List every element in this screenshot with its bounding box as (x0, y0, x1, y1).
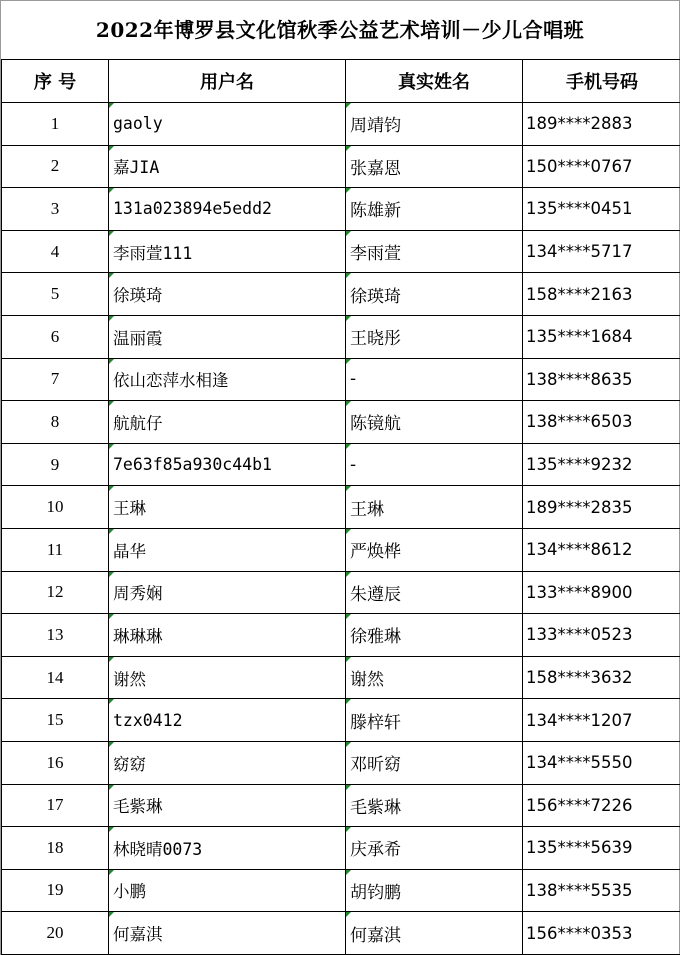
cell-phone: 135****5639 (523, 827, 680, 870)
cell-real-name: 张嘉恩 (346, 145, 523, 188)
cell-username: 嘉JIA (109, 145, 346, 188)
table-row (2, 230, 680, 273)
cell-real-name: - (346, 443, 523, 486)
cell-index: 6 (2, 315, 109, 358)
table-row (2, 145, 680, 188)
cell-index: 8 (2, 401, 109, 444)
cell-real-name: 庆承希 (346, 827, 523, 870)
cell-real-name: 胡钧鹏 (346, 869, 523, 912)
header-username: 用户名 (109, 60, 346, 103)
cell-index: 4 (2, 230, 109, 273)
cell-username: tzx0412 (109, 699, 346, 742)
cell-index: 11 (2, 528, 109, 571)
cell-username: 依山恋萍水相逢 (109, 358, 346, 401)
cell-real-name: 滕梓轩 (346, 699, 523, 742)
cell-index: 5 (2, 273, 109, 316)
table-row (2, 486, 680, 529)
cell-index: 19 (2, 869, 109, 912)
table-row (2, 443, 680, 486)
table-row (2, 315, 680, 358)
cell-phone: 133****0523 (523, 614, 680, 657)
table-row (2, 741, 680, 784)
cell-real-name: 何嘉淇 (346, 912, 523, 955)
cell-username: 晶华 (109, 528, 346, 571)
cell-username: 小鹏 (109, 869, 346, 912)
cell-phone: 156****0353 (523, 912, 680, 955)
cell-index: 14 (2, 656, 109, 699)
cell-phone: 134****5550 (523, 741, 680, 784)
table-row (2, 528, 680, 571)
cell-phone: 150****0767 (523, 145, 680, 188)
cell-username: 7e63f85a930c44b1 (109, 443, 346, 486)
cell-real-name: 邓昕窈 (346, 741, 523, 784)
table-row (2, 656, 680, 699)
cell-phone: 189****2835 (523, 486, 680, 529)
cell-phone: 158****2163 (523, 273, 680, 316)
cell-phone: 138****8635 (523, 358, 680, 401)
header-real-name: 真实姓名 (346, 60, 523, 103)
cell-index: 20 (2, 912, 109, 955)
table-header-row (2, 60, 680, 103)
table-row (2, 784, 680, 827)
cell-real-name: 王晓彤 (346, 315, 523, 358)
cell-real-name: 朱遵辰 (346, 571, 523, 614)
table-row (2, 912, 680, 955)
cell-index: 17 (2, 784, 109, 827)
cell-real-name: 陈雄新 (346, 188, 523, 231)
cell-username: 李雨萱111 (109, 230, 346, 273)
cell-index: 16 (2, 741, 109, 784)
cell-real-name: 王琳 (346, 486, 523, 529)
table-row (2, 188, 680, 231)
cell-phone: 156****7226 (523, 784, 680, 827)
table-row (2, 827, 680, 870)
cell-real-name: 陈镜航 (346, 401, 523, 444)
cell-index: 2 (2, 145, 109, 188)
cell-username: 航航仔 (109, 401, 346, 444)
cell-username: 温丽霞 (109, 315, 346, 358)
cell-username: 琳琳琳 (109, 614, 346, 657)
table-row (2, 699, 680, 742)
page-title: 2022年博罗县文化馆秋季公益艺术培训－少儿合唱班 (95, 18, 585, 42)
cell-phone: 135****0451 (523, 188, 680, 231)
cell-real-name: 李雨萱 (346, 230, 523, 273)
table-row (2, 401, 680, 444)
cell-phone: 135****9232 (523, 443, 680, 486)
cell-username: 徐瑛琦 (109, 273, 346, 316)
cell-phone: 138****5535 (523, 869, 680, 912)
cell-index: 12 (2, 571, 109, 614)
table-row (2, 614, 680, 657)
registration-table (1, 59, 680, 955)
cell-phone: 138****6503 (523, 401, 680, 444)
cell-username: 周秀娴 (109, 571, 346, 614)
cell-index: 9 (2, 443, 109, 486)
cell-index: 1 (2, 103, 109, 146)
table-row (2, 273, 680, 316)
cell-username: 王琳 (109, 486, 346, 529)
cell-phone: 135****1684 (523, 315, 680, 358)
cell-real-name: 徐瑛琦 (346, 273, 523, 316)
cell-username: 谢然 (109, 656, 346, 699)
cell-phone: 134****1207 (523, 699, 680, 742)
cell-username: gaoly (109, 103, 346, 146)
table-row (2, 358, 680, 401)
cell-username: 何嘉淇 (109, 912, 346, 955)
cell-username: 131a023894e5edd2 (109, 188, 346, 231)
cell-real-name: - (346, 358, 523, 401)
table-row (2, 869, 680, 912)
cell-real-name: 徐雅琳 (346, 614, 523, 657)
header-phone: 手机号码 (523, 60, 680, 103)
cell-real-name: 严焕桦 (346, 528, 523, 571)
cell-index: 18 (2, 827, 109, 870)
cell-phone: 189****2883 (523, 103, 680, 146)
cell-phone: 133****8900 (523, 571, 680, 614)
cell-index: 10 (2, 486, 109, 529)
cell-username: 毛紫琳 (109, 784, 346, 827)
cell-phone: 134****8612 (523, 528, 680, 571)
cell-index: 15 (2, 699, 109, 742)
cell-username: 窈窈 (109, 741, 346, 784)
table-row (2, 103, 680, 146)
cell-real-name: 毛紫琳 (346, 784, 523, 827)
cell-index: 13 (2, 614, 109, 657)
cell-index: 3 (2, 188, 109, 231)
cell-real-name: 谢然 (346, 656, 523, 699)
cell-real-name: 周靖钧 (346, 103, 523, 146)
cell-phone: 134****5717 (523, 230, 680, 273)
cell-index: 7 (2, 358, 109, 401)
cell-username: 林晓晴0073 (109, 827, 346, 870)
header-index: 序 号 (2, 60, 109, 103)
cell-phone: 158****3632 (523, 656, 680, 699)
table-body (2, 103, 680, 955)
table-row (2, 571, 680, 614)
